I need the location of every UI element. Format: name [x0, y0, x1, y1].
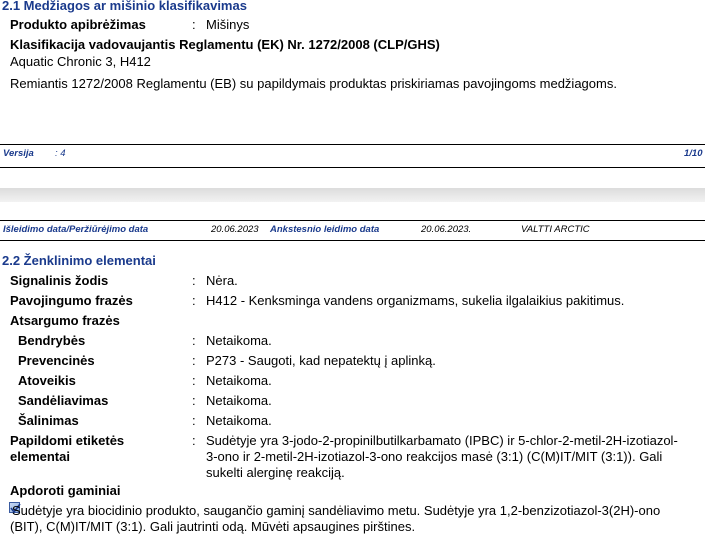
colon: :: [192, 273, 196, 288]
supplemental-value-line3: sukelti alerginę reakciją.: [206, 465, 345, 480]
precautionary-label: Atsargumo frazės: [10, 313, 120, 328]
footer-rule: [0, 144, 705, 145]
issue-date-value: 20.06.2023: [211, 224, 259, 235]
supplemental-value-line1: Sudėtyje yra 3-jodo-2-propinilbutilkarbamato (IPBC) ir 5-chlor-2-metil-2H-izotiazol-: [206, 433, 678, 448]
classification-title: Klasifikacija vadovaujantis Reglamentu (EK) Nr. 1272/2008 (CLP/GHS): [10, 37, 440, 52]
colon: :: [192, 353, 196, 368]
previous-date-label: Ankstesnio leidimo data: [270, 224, 380, 235]
hazard-statements-label: Pavojingumo frazės: [10, 293, 133, 308]
signal-word-value: Nėra.: [206, 273, 238, 288]
prevention-value: P273 - Saugoti, kad nepatektų į aplinką.: [206, 353, 436, 368]
prevention-label: Prevencinės: [18, 353, 95, 368]
storage-label: Sandėliavimas: [18, 393, 109, 408]
supplemental-value-line2: 3-ono ir 2-metil-2H-izotiazol-3-ono reakcijos masė (3:1) (C(M)IT/MIT (3:1)). Gali: [206, 449, 663, 464]
colon: :: [192, 413, 196, 428]
colon: :: [192, 333, 196, 348]
header-top-rule: [0, 220, 705, 221]
supplemental-label-line2: elementai: [10, 449, 70, 464]
product-definition-value: Mišinys: [206, 17, 250, 32]
version-label: Versija: [3, 148, 34, 159]
footer-bottom-rule: [0, 167, 705, 168]
classification-remark: Remiantis 1272/2008 Reglamentu (EB) su papildymais produktas priskiriamas pavojingoms medžiagoms.: [10, 76, 617, 91]
section-2-2-heading: 2.2 Ženklinimo elementai: [2, 253, 156, 268]
product-definition-label: Produkto apibrėžimas: [10, 17, 146, 32]
response-value: Netaikoma.: [206, 373, 272, 388]
treated-articles-label: Apdoroti gaminiai: [10, 483, 121, 498]
version-value: : 4: [55, 148, 66, 159]
hazard-statements-value: H412 - Kenksminga vandens organizmams, sukelia ilgalaikius pakitimus.: [206, 293, 625, 308]
response-label: Atoveikis: [18, 373, 76, 388]
storage-value: Netaikoma.: [206, 393, 272, 408]
classification-value: Aquatic Chronic 3, H412: [10, 54, 151, 69]
colon: :: [192, 433, 196, 448]
disposal-label: Šalinimas: [18, 413, 79, 428]
colon: :: [192, 393, 196, 408]
colon: :: [192, 17, 196, 32]
product-name: VALTTI ARCTIC: [521, 224, 590, 235]
general-value: Netaikoma.: [206, 333, 272, 348]
signal-word-label: Signalinis žodis: [10, 273, 109, 288]
section-2-1-heading: 2.1 Medžiagos ar mišinio klasifikavimas: [2, 0, 247, 13]
treated-articles-line2: (BIT), C(M)IT/MIT (3:1). Gali jautrinti odą. Mūvėti apsaugines pirštines.: [10, 519, 416, 534]
general-label: Bendrybės: [18, 333, 86, 348]
treated-articles-line1: Sudėtyje yra biocidinio produkto, saugančio gaminį sandėliavimo metu. Sudėtyje yra 1,2-benzizotiazol-3(2H)-ono: [12, 503, 661, 518]
page-number: 1/10: [684, 148, 703, 159]
issue-date-label: Išleidimo data/Peržiūrėjimo data: [3, 224, 149, 235]
header-bottom-rule: [0, 240, 705, 241]
previous-date-value: 20.06.2023.: [421, 224, 472, 235]
disposal-value: Netaikoma.: [206, 413, 272, 428]
page-break: [0, 188, 705, 202]
colon: :: [192, 373, 196, 388]
supplemental-label-line1: Papildomi etiketės: [10, 433, 125, 448]
colon: :: [192, 293, 196, 308]
